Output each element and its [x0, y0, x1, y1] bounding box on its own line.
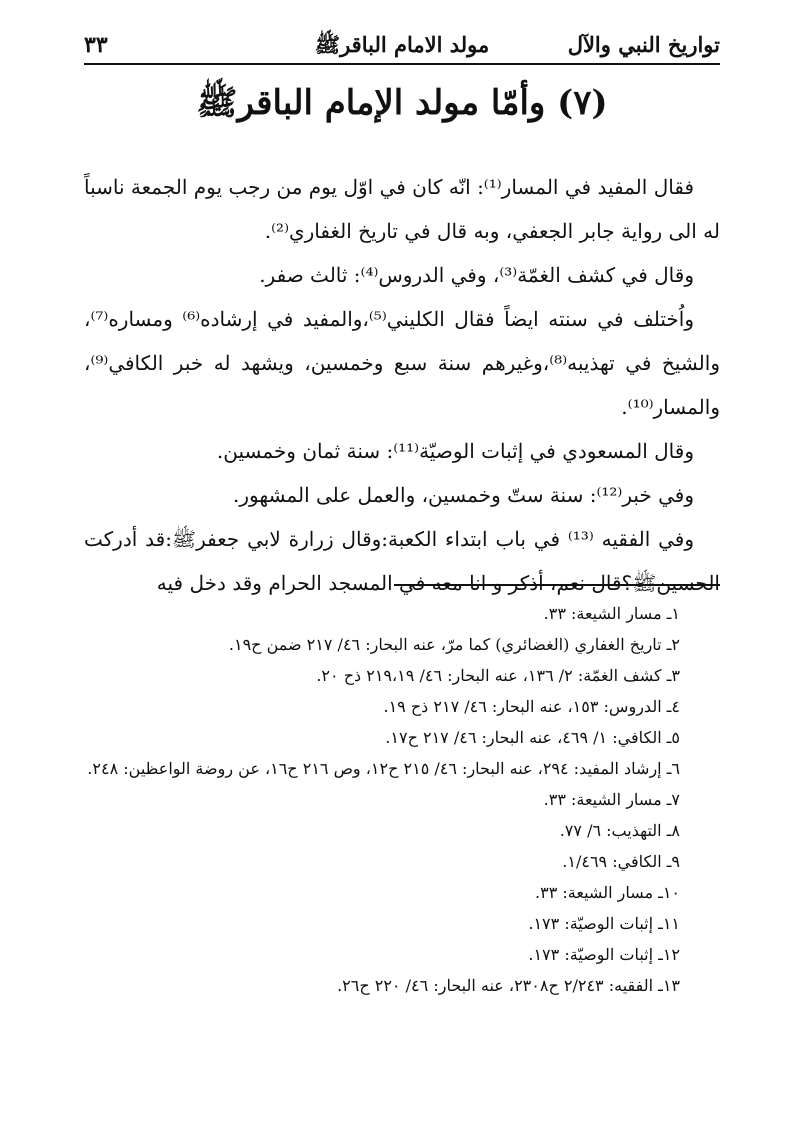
- paragraph-kashf: وقال في كشف الغمّة⁽³⁾، وفي الدروس⁽⁴⁾: ثالث صفر.: [259, 263, 694, 287]
- page-header: [84, 28, 720, 60]
- footnote-item: ١٠ـ مسار الشيعة: ٣٣.: [535, 883, 680, 902]
- footnote-item: ١٣ـ الفقيه: ٢/٢٤٣ ح٢٣٠٨، عنه البحار: ٤٦/ ٢٢٠ ح٢٦.: [337, 976, 680, 995]
- paragraph-masudi: وقال المسعودي في إثبات الوصيّة⁽¹¹⁾: سنة ثمان وخمسين.: [216, 439, 694, 463]
- footnote-item: ٩ـ الكافي: ١/٤٦٩.: [562, 852, 680, 871]
- footnote-item: ١٢ـ إثبات الوصيّة: ١٧٣.: [528, 945, 680, 964]
- footnote-item: ٨ـ التهذيب: ٦/ ٧٧.: [559, 821, 680, 840]
- footnotes: [84, 598, 680, 1001]
- header-divider: [84, 63, 720, 65]
- body-text: [84, 165, 720, 605]
- running-title: تواريخ النبي والآل: [567, 32, 720, 57]
- page-number: ٣٣: [84, 32, 108, 58]
- paragraph-year-dispute: واُختلف في سنته ايضاً فقال الكليني⁽⁵⁾،والمفيد في إرشاده⁽⁶⁾ ومساره⁽⁷⁾، والشيخ في تهذيبه⁽⁸⁾،وغيرهم سنة سبع وخمسين، ويشهد له خبر الكافي⁽⁹⁾، والمسار⁽¹⁰⁾.: [84, 307, 720, 419]
- footnote-item: ٧ـ مسار الشيعة: ٣٣.: [543, 790, 680, 809]
- footnote-item: ١ـ مسار الشيعة: ٣٣.: [543, 604, 680, 623]
- section-heading: (٧) وأمّا مولد الإمام الباقرﷺ: [196, 83, 608, 123]
- footnote-item: ٢ـ تاريخ الغفاري (الغضائري) كما مرّ، عنه البحار: ٤٦/ ٢١٧ ضمن ح١٩.: [228, 635, 680, 654]
- footnote-item: ٤ـ الدروس: ١٥٣، عنه البحار: ٤٦/ ٢١٧ ذح ١٩.: [383, 697, 680, 716]
- footnote-item: ٥ـ الكافي: ١/ ٤٦٩، عنه البحار: ٤٦/ ٢١٧ ح١٧.: [385, 728, 680, 747]
- footnote-item: ٣ـ كشف الغمّة: ٢/ ١٣٦، عنه البحار: ٤٦/ ٢١٩،١٩ ذح ٢٠.: [316, 666, 680, 685]
- paragraph-faqih: وفي الفقيه ⁽¹³⁾ في باب ابتداء الكعبة:وقال زرارة لابي جعفرﷺ:قد أدركت الحسينﷺ؟قال نعم، أذكر و انا معه في المسجد الحرام وقد دخل فيه: [84, 527, 720, 595]
- paragraph-khabar: وفي خبر⁽¹²⁾: سنة ستّ وخمسين، والعمل على المشهور.: [233, 483, 694, 507]
- paragraph-birth-date: فقال المفيد في المسار⁽¹⁾: انّه كان في اوّل يوم من رجب يوم الجمعة ناسباً له الى رواية جابر الجعفي، وبه قال في تاريخ الغفاري⁽²⁾.: [84, 175, 720, 243]
- footnote-item: ١١ـ إثبات الوصيّة: ١٧٣.: [528, 914, 680, 933]
- footnote-item: ٦ـ إرشاد المفيد: ٢٩٤، عنه البحار: ٤٦/ ٢١٥ ح١٢، وص ٢١٦ ح١٦، عن روضة الواعظين: ٢٤٨.: [87, 759, 680, 778]
- chapter-title: مولد الامام الباقرﷺ: [314, 32, 490, 57]
- footnote-divider: [394, 584, 720, 586]
